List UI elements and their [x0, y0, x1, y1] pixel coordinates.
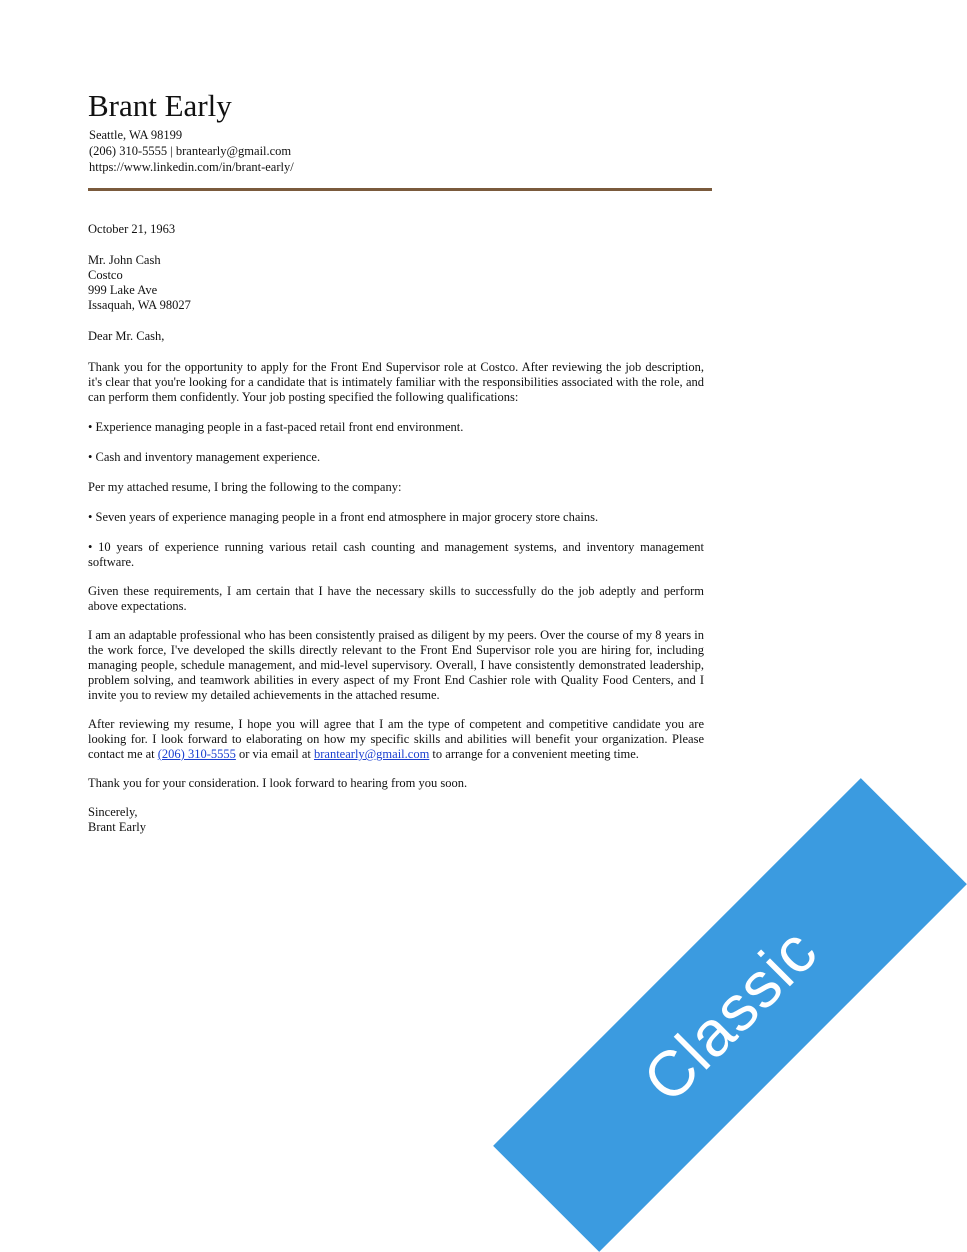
- bring-item: • 10 years of experience running various retail cash counting and management systems, and inventory management software.: [88, 540, 704, 569]
- closing-text-2: or via email at: [235, 747, 314, 761]
- closing-text-3: to arrange for a convenient meeting time.: [429, 747, 639, 761]
- linkedin-line: https://www.linkedin.com/in/brant-early/: [89, 160, 294, 174]
- qualification-item: • Cash and inventory management experience.: [88, 450, 321, 464]
- thanks-paragraph: Thank you for your consideration. I look forward to hearing from you soon.: [88, 776, 468, 790]
- bring-item: • Seven years of experience managing people in a front end atmosphere in major grocery store chains.: [88, 510, 599, 524]
- applicant-name: Brant Early: [88, 88, 232, 123]
- recipient-city: Issaquah, WA 98027: [88, 298, 191, 312]
- salutation: Dear Mr. Cash,: [88, 329, 165, 343]
- closing-paragraph: [88, 717, 704, 762]
- qualification-item: • Experience managing people in a fast-paced retail front end environment.: [88, 420, 464, 434]
- bring-intro: Per my attached resume, I bring the following to the company:: [88, 480, 402, 494]
- recipient-company: Costco: [88, 268, 123, 282]
- email-link[interactable]: brantearly@gmail.com: [314, 747, 430, 761]
- header-divider: [88, 188, 712, 191]
- requirements-paragraph: Given these requirements, I am certain that I have the necessary skills to successfully do the job adeptly and perform above expectations.: [88, 584, 704, 613]
- recipient-street: 999 Lake Ave: [88, 283, 158, 297]
- signoff: Sincerely,: [88, 805, 138, 819]
- intro-paragraph: Thank you for the opportunity to apply for the Front End Supervisor role at Costco. After reviewing the job description, it's clear that you're looking for a candidate that is intimately familiar with the responsibilities associated with the role, and can perform them confidently. Your job posting specified the following qualifications:: [88, 360, 704, 404]
- banner-label: Classic: [629, 914, 831, 1116]
- closing-text-1: After reviewing my resume, I hope you will agree that I am the type of competent and competitive candidate you are looking for. I look forward to elaborating on how my specific skills and abilities will benefit your organization. Please contact me at: [88, 717, 704, 761]
- experience-paragraph: I am an adaptable professional who has been consistently praised as diligent by my peers. Over the course of my 8 years in the work force, I've developed the skills directly relevant to the Front End Supervisor role you are hiring for, including managing people, schedule management, and mid-level supervisory. Overall, I have consistently demonstrated leadership, problem solving, and teamwork abilities in every aspect of my Front End Cashier role with Quality Food Centers, and I invite you to review my detailed achievements in the attached resume.: [88, 628, 704, 702]
- phone-email-line: (206) 310-5555 | brantearly@gmail.com: [89, 144, 292, 158]
- letter-body: [88, 222, 704, 835]
- letter-date: October 21, 1963: [88, 222, 176, 236]
- recipient-name: Mr. John Cash: [88, 253, 161, 267]
- signature-name: Brant Early: [88, 820, 146, 834]
- address-line: Seattle, WA 98199: [89, 128, 183, 142]
- contact-block: [89, 127, 294, 175]
- phone-link[interactable]: (206) 310-5555: [157, 747, 236, 761]
